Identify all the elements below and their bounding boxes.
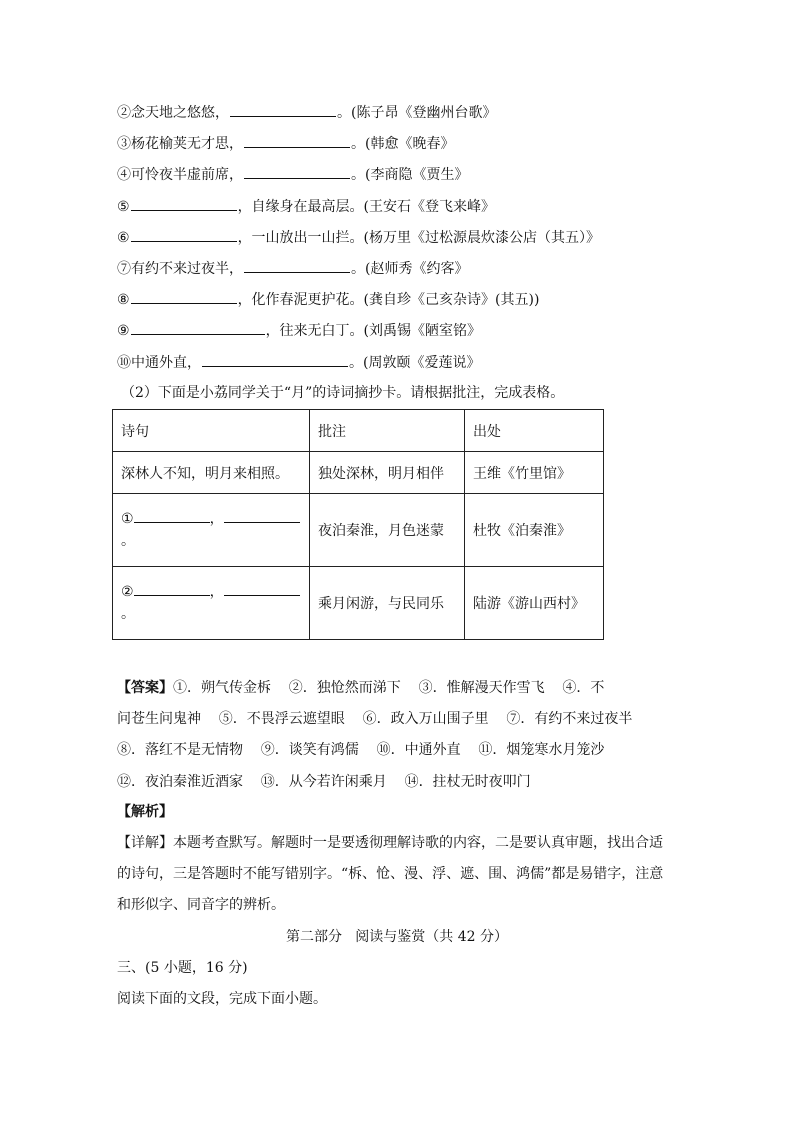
question-source: 。(陈子昂《登幽州台歌》	[337, 105, 497, 121]
verse-label: ①	[121, 511, 134, 527]
question-text: ③杨花榆荚无才思，	[117, 136, 243, 152]
question-9	[117, 320, 481, 341]
source-cell: 杜牧《泊秦淮》	[465, 494, 604, 567]
question-5	[117, 196, 495, 217]
header-source: 出处	[465, 410, 604, 452]
question-text: ⑩中通外直，	[117, 355, 201, 371]
poem-card-table	[112, 409, 604, 640]
answer-label: 【答案】	[117, 680, 173, 696]
note-cell: 乘月闲游，与民同乐	[310, 567, 465, 640]
question-2	[117, 102, 496, 123]
answer-blank[interactable]	[131, 227, 237, 242]
answer-blank[interactable]	[131, 196, 237, 211]
note-cell: 夜泊秦淮，月色迷蒙	[310, 494, 465, 567]
question-text: ⑧	[117, 292, 130, 308]
question-source: 。(韩愈《晚春》	[351, 136, 455, 152]
question-text: ⑨	[117, 323, 130, 339]
section-three-heading: 三、(5 小题，16 分)	[117, 960, 248, 976]
question-6	[117, 227, 600, 248]
answer-line-2: 问苍生问鬼神 ⑤．不畏浮云遮望眼 ⑥．政入万山围子里 ⑦．有约不来过夜半	[117, 711, 633, 727]
answer-blank[interactable]	[230, 102, 336, 117]
analysis-line-2: 的诗句，三是答题时不能写错别字。“柝、怆、漫、浮、遮、围、鸿儒”都是易错字，注意	[117, 866, 664, 882]
table-row	[113, 494, 604, 567]
source-cell: 陆游《游山西村》	[465, 567, 604, 640]
question-text: ⑦有约不来过夜半，	[117, 261, 243, 277]
verse-separator: ，	[209, 584, 224, 600]
question-source: ，往来无白丁。(刘禹锡《陋室铭》	[265, 323, 482, 339]
analysis-line-1: 【详解】本题考查默写。解题时一是要透彻理解诗歌的内容，二是要认真审题，找出合适	[117, 835, 663, 851]
question-8	[117, 289, 539, 310]
section-title: 第二部分 阅读与鉴赏（共 42 分）	[285, 929, 509, 945]
answer-blank[interactable]	[244, 164, 350, 179]
reading-instruction: 阅读下面的文段，完成下面小题。	[117, 991, 327, 1007]
verse-cell	[113, 494, 310, 567]
note-cell: 独处深林，明月相伴	[310, 452, 465, 494]
analysis-line-3: 和形似字、同音字的辨析。	[117, 897, 285, 913]
answer-blank[interactable]	[131, 289, 237, 304]
answer-blank[interactable]	[244, 133, 350, 148]
header-note: 批注	[310, 410, 465, 452]
answer-line-3: ⑧．落红不是无情物 ⑨．谈笑有鸿儒 ⑩．中通外直 ⑪．烟笼寒水月笼沙	[117, 742, 605, 758]
question-3	[117, 133, 454, 154]
answer-blank[interactable]	[202, 352, 348, 367]
question-10	[117, 352, 480, 373]
question-7	[117, 258, 468, 279]
table-row	[113, 452, 604, 494]
answer-blank[interactable]	[134, 509, 210, 523]
verse-end: 。	[121, 606, 135, 622]
answer-blank[interactable]	[131, 320, 265, 335]
question-text: ④可怜夜半虚前席，	[117, 167, 243, 183]
table-row	[113, 567, 604, 640]
answer-blank[interactable]	[224, 582, 300, 596]
verse-end: 。	[121, 533, 135, 549]
question-text: ②念天地之悠悠，	[117, 105, 229, 121]
verse-cell	[113, 567, 310, 640]
question-source: ，自缘身在最高层。(王安石《登飞来峰》	[237, 199, 496, 215]
answer-line-1	[117, 678, 604, 698]
answer-blank[interactable]	[224, 509, 300, 523]
question-source: 。(李商隐《贾生》	[351, 167, 469, 183]
answer-blank[interactable]	[134, 582, 210, 596]
verse-separator: ，	[209, 511, 224, 527]
answer-text: ①．朔气传金柝 ②．独怆然而涕下 ③．惟解漫天作雪飞 ④．不	[173, 680, 605, 696]
header-verse: 诗句	[113, 410, 310, 452]
analysis-label: 【解析】	[117, 804, 173, 820]
answer-line-4: ⑫．夜泊秦淮近酒家 ⑬．从今若许闲乘月 ⑭．拄杖无时夜叩门	[117, 774, 531, 790]
part2-instruction: （2）下面是小荔同学关于“月”的诗词摘抄卡。请根据批注，完成表格。	[121, 385, 565, 401]
verse-cell: 深林人不知，明月来相照。	[113, 452, 310, 494]
table-header-row	[113, 410, 604, 452]
question-source: ，化作春泥更护花。(龚自珍《己亥杂诗》(其五))	[237, 292, 540, 308]
answer-blank[interactable]	[244, 258, 350, 273]
source-cell: 王维《竹里馆》	[465, 452, 604, 494]
question-source: ，一山放出一山拦。(杨万里《过松源晨炊漆公店（其五）》	[237, 230, 601, 246]
question-text: ⑥	[117, 230, 130, 246]
question-text: ⑤	[117, 199, 130, 215]
question-source: 。(周敦颐《爱莲说》	[349, 355, 481, 371]
question-4	[117, 164, 468, 185]
verse-label: ②	[121, 584, 134, 600]
question-source: 。(赵师秀《约客》	[351, 261, 469, 277]
